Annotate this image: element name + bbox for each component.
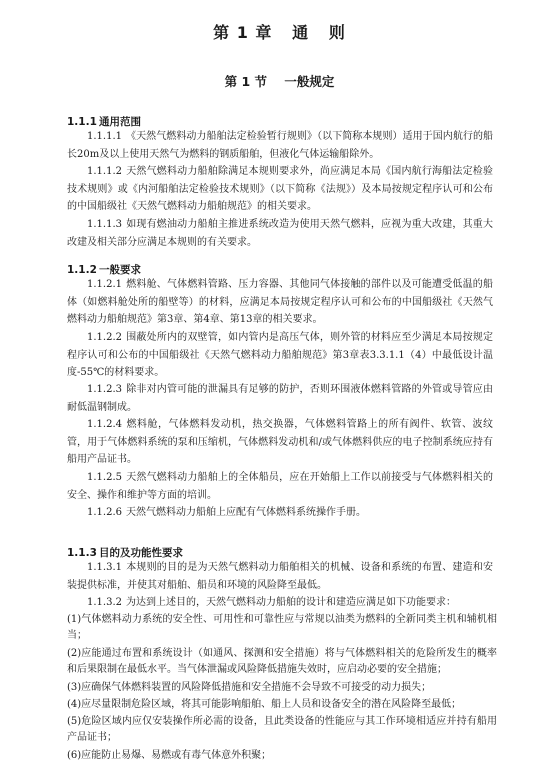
- clause-1-1-2-3: [67, 381, 493, 416]
- clause-number: 1.1.2.2: [87, 332, 122, 343]
- clause-1-1-2-4: [67, 416, 493, 469]
- clause-1-1-2-2: [67, 329, 493, 382]
- clause-number: 1.1.1.3: [87, 219, 122, 230]
- clause-1-1-1-2: [67, 163, 493, 216]
- clause-number: 1.1.3.1: [87, 562, 122, 573]
- clause-text: 本规则的目的是为天然气燃料动力船舶相关的机械、设备和系统的布置、建造和安装提供标准，并使其对船舶、船员和环境的风险降至最低。: [67, 562, 493, 591]
- clause-number: 1.1.3.2: [87, 597, 122, 608]
- clause-text: 如现有燃油动力船舶主推进系统改造为使用天然气燃料，应视为重大改建，其重大改建及相关部分应满足本规则的有关要求。: [67, 219, 493, 248]
- clause-text: 围蔽处所内的双壁管，如内管内是高压气体，则外管的材料应至少满足本局按规定程序认可和公布的中国船级社《天然气燃料动力船舶规范》第3章表3.3.1.1（4）中最低设计温度-55℃的材料要求。: [67, 332, 493, 379]
- clause-text: 为达到上述目的，天然气燃料动力船舶的设计和建造应满足如下功能要求：: [126, 597, 456, 608]
- heading-number: 1.1.1: [67, 116, 97, 128]
- clause-number: 1.1.2.3: [87, 384, 122, 395]
- clause-text: 燃料舱，气体燃料发动机，热交换器，气体燃料管路上的所有阀件、软管、波纹管，用于气体燃料系统的泵和压缩机，气体燃料发动机和/或气体燃料供应的电子控制系统应持有船用产品证书。: [67, 419, 493, 466]
- clause-1-1-2-6: [67, 504, 493, 522]
- clause-number: 1.1.2.1: [87, 279, 122, 290]
- clause-1-1-3-2: [67, 594, 493, 612]
- heading-text: 通用范围: [99, 116, 141, 128]
- clause-text: 除非对内管可能的泄漏具有足够的防护，否则环围液体燃料管路的外管或导管应由耐低温钢制成。: [67, 384, 493, 413]
- clause-number: 1.1.2.5: [87, 472, 122, 483]
- clause-number: 1.1.1.1: [87, 131, 122, 142]
- clause-1-1-3-1: [67, 559, 493, 594]
- chapter-title: 第 1 章 通 则: [213, 23, 346, 42]
- clause-1-1-1-3: [67, 216, 493, 251]
- heading-1-1-2: [67, 262, 141, 277]
- clause-text: 天然气燃料动力船舶上应配有气体燃料系统操作手册。: [126, 507, 366, 518]
- section-title: 第 1 节 一般规定: [224, 74, 335, 89]
- clause-text: 天然气燃料动力船舶上的全体船员，应在开始船上工作以前接受与气体燃料相关的安全、操作和维护等方面的培训。: [67, 472, 493, 501]
- clause-1-1-2-1: [67, 276, 493, 329]
- clause-1-1-1-1: [67, 128, 493, 163]
- requirement-item-6: (6)应能防止易爆、易燃或有毒气体意外积聚；: [67, 750, 272, 761]
- heading-1-1-3: [67, 545, 183, 560]
- requirement-item-2: (2)应能通过布置和系统设计（如通风、探测和安全措施）将与气体燃料相关的危险所发生的概率和后果限制在最低水平。当气体泄漏或风险降低措施失效时，应启动必要的安全措施；: [67, 648, 497, 676]
- heading-number: 1.1.3: [67, 547, 97, 559]
- requirement-item-3: (3)应确保气体燃料装置的风险降低措施和安全措施不会导致不可接受的动力损失；: [67, 682, 432, 693]
- clause-number: 1.1.2.4: [87, 419, 122, 430]
- heading-text: 一般要求: [99, 264, 141, 276]
- clause-text: 天然气燃料动力船舶除满足本规则要求外，尚应满足本局《国内航行海船法定检验技术规则》或《内河船舶法定检验技术规则》（以下简称《法规》）及本局按规定程序认可和公布的中国船级社《天然气燃料动力船舶规范》的相关要求。: [67, 166, 493, 213]
- heading-number: 1.1.2: [67, 264, 97, 276]
- clause-number: 1.1.1.2: [87, 166, 122, 177]
- heading-text: 目的及功能性要求: [99, 547, 183, 559]
- requirement-item-5: (5)危险区域内应仅安装操作所必需的设备，且此类设备的性能应与其工作环境相适应并持有船用产品证书；: [67, 716, 497, 744]
- requirement-item-1: (1)气体燃料动力系统的安全性、可用性和可靠性应与常规以油类为燃料的全新同类主机和辅机相当；: [67, 614, 497, 642]
- clause-1-1-2-5: [67, 469, 493, 504]
- requirement-item-4: (4)应尽量限制危险区域，将其可能影响船舶、船上人员和设备安全的潜在风险降至最低；: [67, 699, 462, 710]
- clause-text: 《天然气燃料动力船舶法定检验暂行规则》（以下简称本规则）适用于国内航行的船长20m及以上使用天然气为燃料的钢质船舶，但液化气体运输船除外。: [67, 131, 493, 160]
- clause-text: 燃料舱、气体燃料管路、压力容器、其他同气体接触的部件以及可能遭受低温的船体（如燃料舱处所的船壁等）的材料，应满足本局按规定程序认可和公布的中国船级社《天然气燃料动力船舶规范》第3章、第4章、第13章的相关要求。: [67, 279, 493, 326]
- heading-1-1-1: [67, 114, 141, 129]
- clause-number: 1.1.2.6: [87, 507, 122, 518]
